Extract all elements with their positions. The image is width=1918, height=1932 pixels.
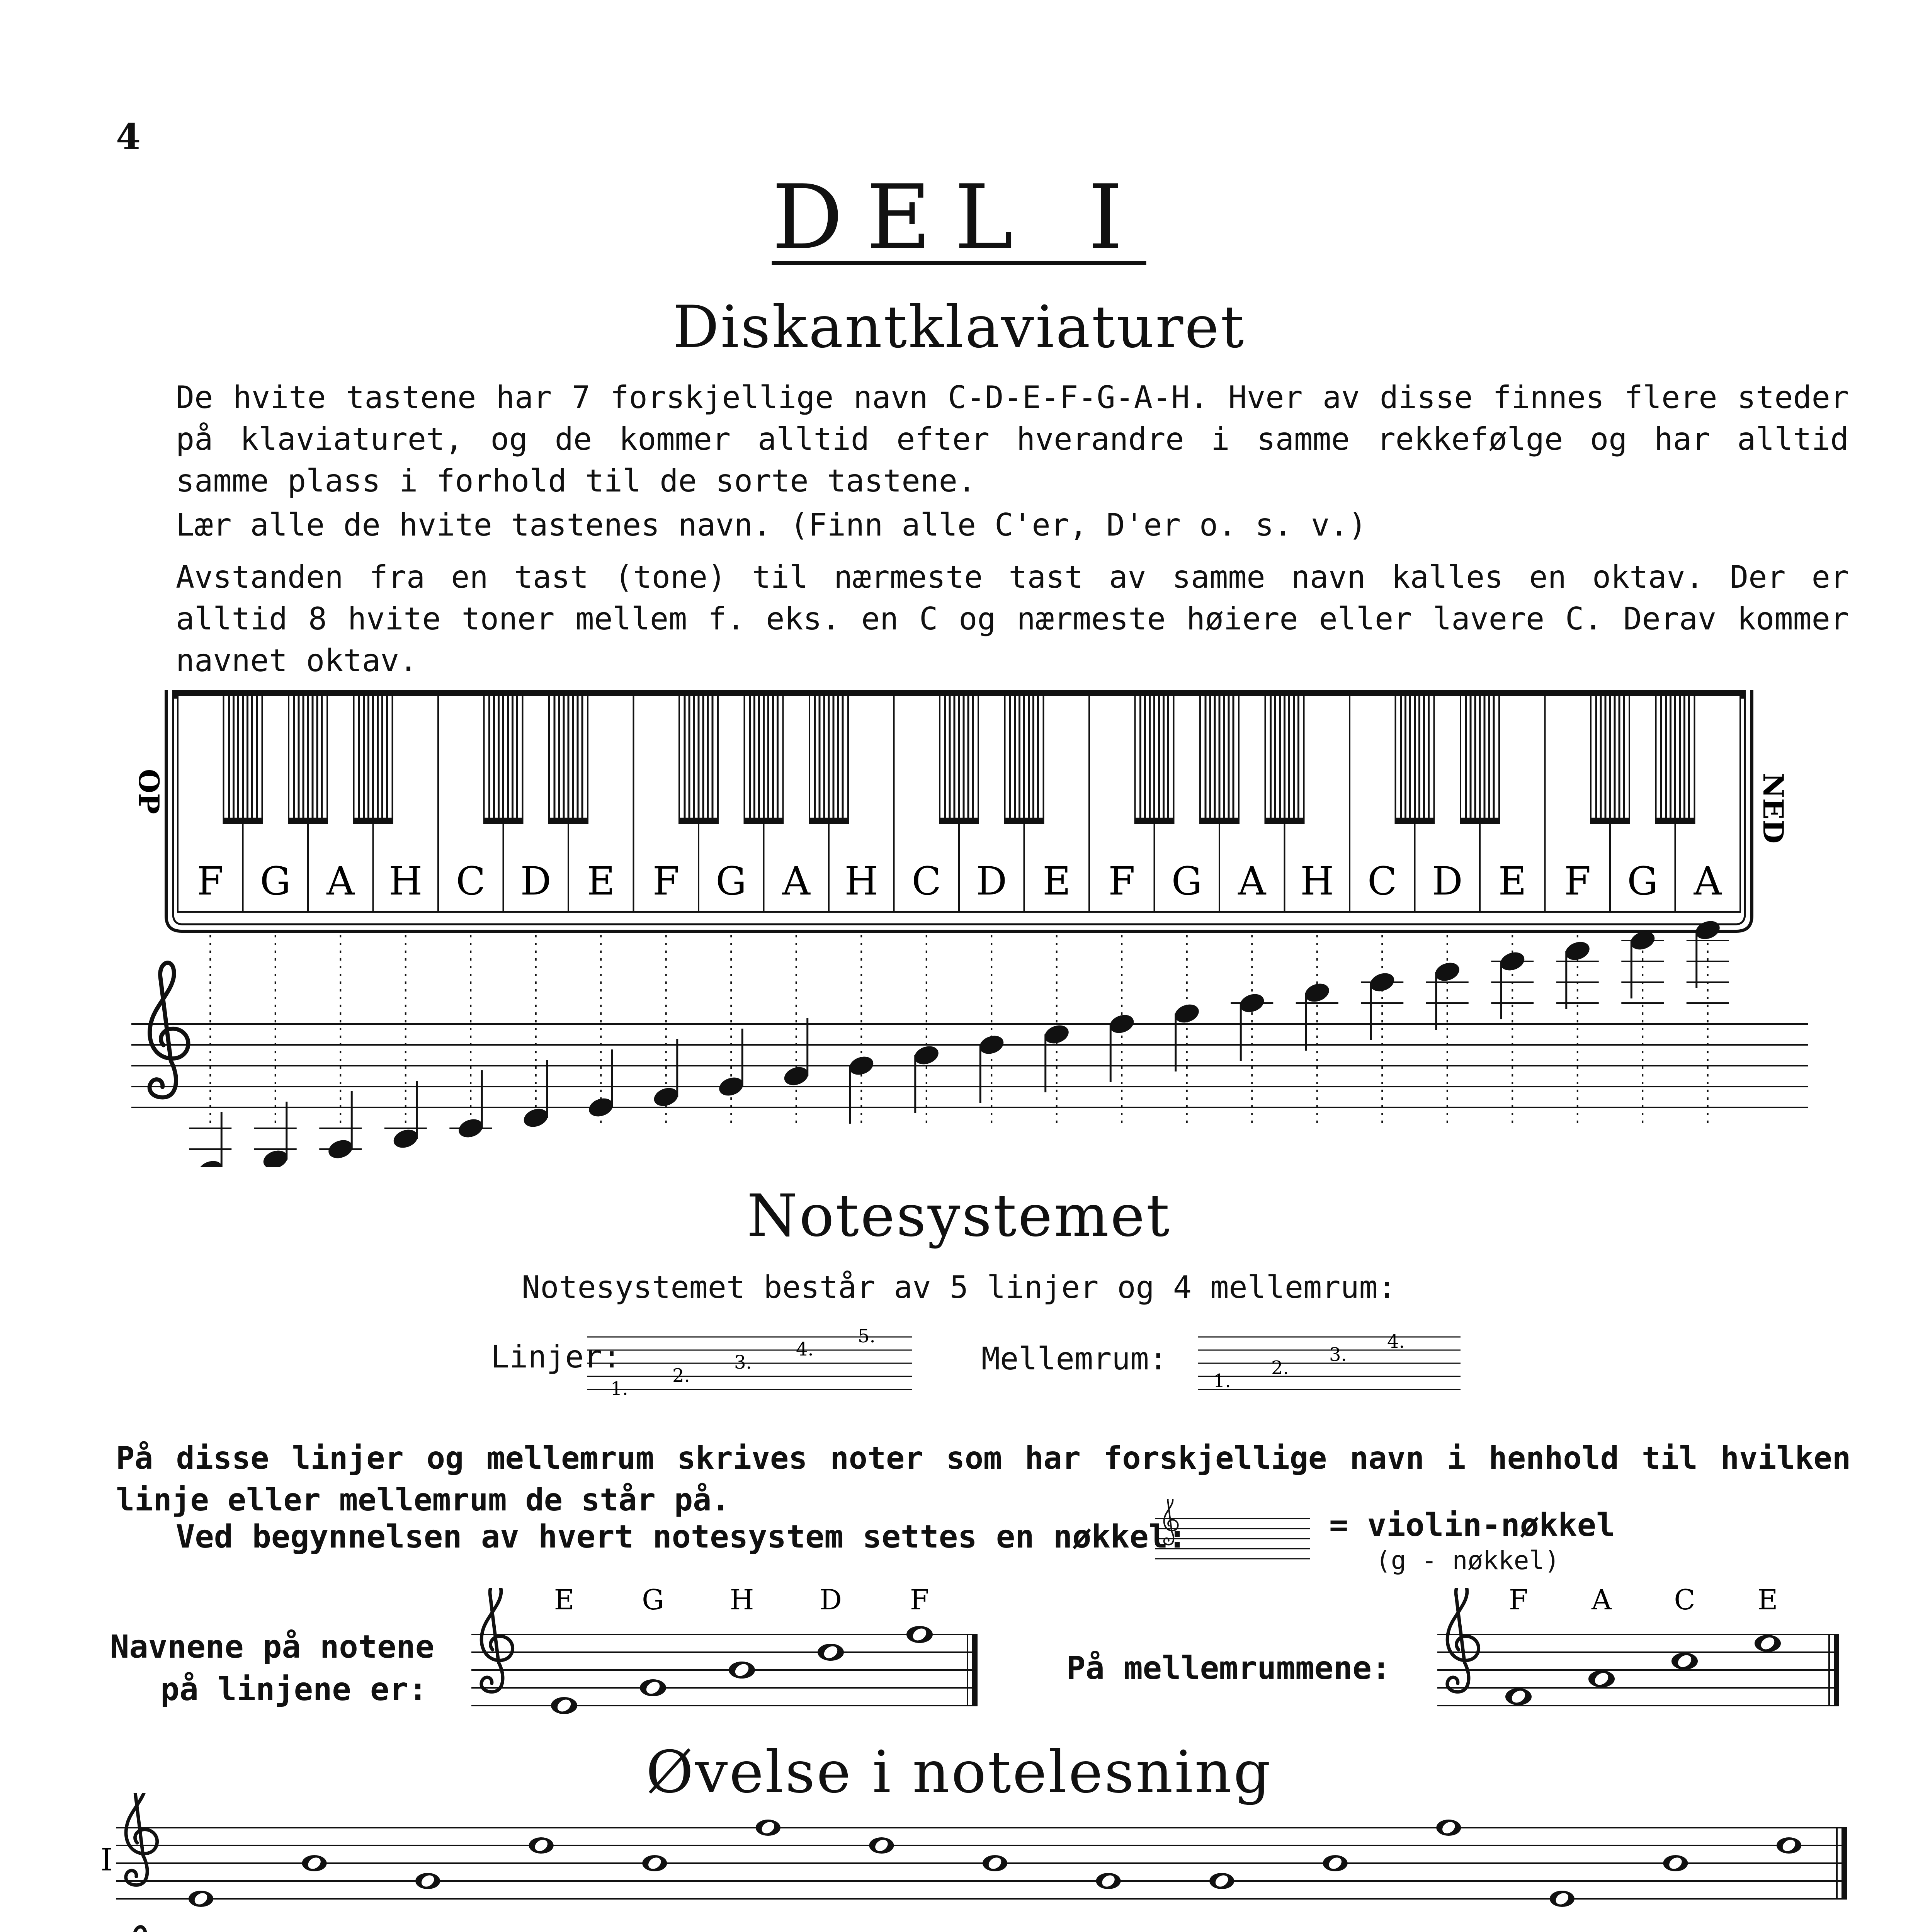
exercise-note xyxy=(529,1837,554,1854)
exercise-note xyxy=(869,1837,894,1854)
op-label: OP xyxy=(133,769,165,814)
keyboard-note xyxy=(1433,959,1462,1030)
black-key xyxy=(809,696,848,823)
spaces-label: Mellemrum: xyxy=(981,1341,1168,1377)
white-key-label: G xyxy=(716,859,747,904)
clef-name: = violin-nøkkel xyxy=(1329,1507,1615,1544)
white-key-label: E xyxy=(1042,859,1071,904)
keyboard-note xyxy=(1238,991,1267,1061)
named-note xyxy=(906,1626,933,1643)
note-name-label: G xyxy=(642,1588,664,1616)
white-key-label: C xyxy=(1367,859,1397,904)
paragraph-learn-names: Lær alle de hvite tastenes navn. (Finn alle C'er, D'er o. s. v.) xyxy=(176,507,1367,543)
keyboard-note xyxy=(1693,918,1722,988)
white-key-label: A xyxy=(326,859,355,904)
white-key-label: G xyxy=(260,859,291,904)
black-key xyxy=(549,696,588,823)
section-title-keyboard: Diskantklaviaturet xyxy=(672,294,1246,361)
note-name-label: F xyxy=(910,1588,929,1616)
line-number: 3. xyxy=(734,1352,752,1373)
black-key xyxy=(1396,696,1434,823)
named-note xyxy=(1588,1670,1615,1687)
black-key xyxy=(1591,696,1629,823)
line-number: 2. xyxy=(672,1365,690,1386)
keyboard-diagram xyxy=(116,680,1835,1167)
line-number: 4. xyxy=(796,1338,814,1360)
white-key-label: G xyxy=(1171,859,1202,904)
exercise-note xyxy=(1323,1855,1348,1871)
note-name-label: F xyxy=(1509,1588,1528,1616)
black-key xyxy=(354,696,393,823)
treble-clef-icon xyxy=(126,1927,157,1932)
exercise-note xyxy=(1436,1820,1461,1836)
ned-label: NED xyxy=(1757,773,1790,844)
white-key-label: D xyxy=(520,859,551,904)
exercise-note xyxy=(983,1855,1007,1871)
black-key xyxy=(1461,696,1499,823)
keyboard-note xyxy=(261,1102,290,1167)
white-key-label: C xyxy=(456,859,486,904)
exercise-note xyxy=(642,1855,667,1871)
line-number: 5. xyxy=(858,1325,876,1347)
white-key-label: G xyxy=(1627,859,1658,904)
treble-clef-icon xyxy=(481,1588,513,1692)
named-note xyxy=(551,1697,577,1714)
white-key-label: H xyxy=(844,859,878,904)
exercise-note xyxy=(302,1855,327,1871)
white-key-label: D xyxy=(976,859,1007,904)
keyboard-note xyxy=(651,1039,680,1109)
paragraph-white-keys: De hvite tastene har 7 forskjellige navn C-D-E-F-G-A-H. Hver av disse finnes flere steder på klaviaturet, og de kommer alltid efter hverandre i samme rekkefølge og har alltid samme plass i forhold til de sorte tastene. xyxy=(176,379,1849,499)
named-note xyxy=(640,1679,666,1696)
white-key-label: F xyxy=(197,859,224,904)
named-note xyxy=(729,1662,755,1679)
clef-subname: (g - nøkkel) xyxy=(1376,1546,1560,1575)
white-key-label: C xyxy=(911,859,942,904)
exercise-note xyxy=(1663,1855,1688,1871)
exercise-note xyxy=(756,1820,780,1836)
white-key-label: A xyxy=(1694,859,1722,904)
keyboard-note xyxy=(326,1091,355,1162)
treble-clef-icon xyxy=(1164,1499,1178,1545)
lines-diagram xyxy=(587,1321,912,1414)
named-note xyxy=(1755,1635,1781,1652)
black-key xyxy=(289,696,327,823)
white-key-label: F xyxy=(653,859,680,904)
section-title-exercise: Øvelse i notelesning xyxy=(646,1739,1272,1806)
keyboard-note xyxy=(521,1060,550,1130)
black-key xyxy=(1265,696,1304,823)
final-barline xyxy=(1841,1828,1847,1899)
exercise-staves xyxy=(89,1793,1851,1932)
note-name-label: D xyxy=(820,1588,842,1616)
space-number: 3. xyxy=(1329,1344,1347,1366)
final-barline xyxy=(972,1634,978,1706)
white-key-label: F xyxy=(1108,859,1135,904)
note-name-label: E xyxy=(554,1588,575,1616)
keyboard-note xyxy=(1042,1022,1071,1092)
black-key xyxy=(1656,696,1695,823)
clef-example xyxy=(1155,1499,1318,1577)
space-notes-staff xyxy=(1430,1588,1843,1735)
black-key xyxy=(940,696,978,823)
exercise-row-label: I xyxy=(100,1842,113,1878)
white-key-label: A xyxy=(782,859,810,904)
treble-clef-icon xyxy=(1447,1588,1479,1692)
keyboard-note xyxy=(717,1029,746,1099)
keyboard-note xyxy=(1498,949,1527,1019)
lines-label: Linjer: xyxy=(491,1339,621,1375)
white-key-label: F xyxy=(1564,859,1591,904)
note-name-label: E xyxy=(1757,1588,1778,1616)
white-key-label: D xyxy=(1432,859,1463,904)
paragraph-octave: Avstanden fra en tast (tone) til nærmeste tast av samme navn kalles en oktav. Der er alltid 8 hvite toner mellem f. eks. en C og nærmeste høiere eller lavere C. Derav kommer navnet oktav. xyxy=(176,559,1849,679)
clef-sentence: Ved begynnelsen av hvert notesystem settes en nøkkel: xyxy=(176,1519,1187,1555)
black-key xyxy=(484,696,523,823)
white-key-label: A xyxy=(1238,859,1266,904)
white-key-label: E xyxy=(1498,859,1527,904)
space-number: 1. xyxy=(1213,1370,1231,1392)
notesystem-intro: Notesystemet består av 5 linjer og 4 mellemrum: xyxy=(522,1269,1396,1305)
line-notes-label-1: Navnene på notene xyxy=(110,1629,435,1665)
exercise-note xyxy=(415,1873,440,1889)
exercise-note xyxy=(1209,1873,1234,1889)
black-key xyxy=(1135,696,1174,823)
section-title-notesystem: Notesystemet xyxy=(747,1182,1171,1250)
space-notes-label: På mellemrummene: xyxy=(1066,1650,1391,1687)
space-number: 2. xyxy=(1271,1357,1289,1379)
final-barline xyxy=(1834,1634,1839,1706)
keyboard-note xyxy=(1628,928,1657,998)
exercise-note xyxy=(1777,1837,1801,1854)
black-key xyxy=(224,696,262,823)
part-title: DEL I xyxy=(772,166,1146,269)
line-notes-label-2: på linjene er: xyxy=(160,1671,428,1708)
treble-clef-icon xyxy=(150,963,188,1097)
note-name-label: H xyxy=(729,1588,754,1616)
black-key xyxy=(1005,696,1044,823)
keyboard-note xyxy=(196,1112,225,1167)
black-key xyxy=(679,696,718,823)
keyboard-note xyxy=(1302,980,1331,1051)
paragraph-lines-spaces: På disse linjer og mellemrum skrives noter som har forskjellige navn i henhold til hvilken linje eller mellemrum de står på. xyxy=(116,1440,1851,1518)
black-key xyxy=(745,696,783,823)
exercise-note xyxy=(189,1891,213,1907)
named-note xyxy=(818,1644,844,1661)
note-name-label: A xyxy=(1592,1588,1612,1616)
keyboard-note xyxy=(1107,1012,1136,1082)
named-note xyxy=(1671,1653,1698,1670)
space-number: 4. xyxy=(1387,1331,1405,1352)
page-number: 4 xyxy=(116,116,141,158)
treble-clef-icon xyxy=(126,1793,157,1885)
line-number: 1. xyxy=(610,1378,628,1400)
white-key-label: H xyxy=(1300,859,1334,904)
line-notes-staff xyxy=(464,1588,981,1735)
white-key-label: E xyxy=(587,859,615,904)
exercise-note xyxy=(1550,1891,1575,1907)
keyboard-note xyxy=(912,1043,941,1113)
black-key xyxy=(1200,696,1239,823)
spaces-diagram xyxy=(1198,1321,1461,1414)
exercise-note xyxy=(1096,1873,1121,1889)
white-key-label: H xyxy=(389,859,423,904)
named-note xyxy=(1505,1688,1532,1705)
note-name-label: C xyxy=(1674,1588,1695,1616)
